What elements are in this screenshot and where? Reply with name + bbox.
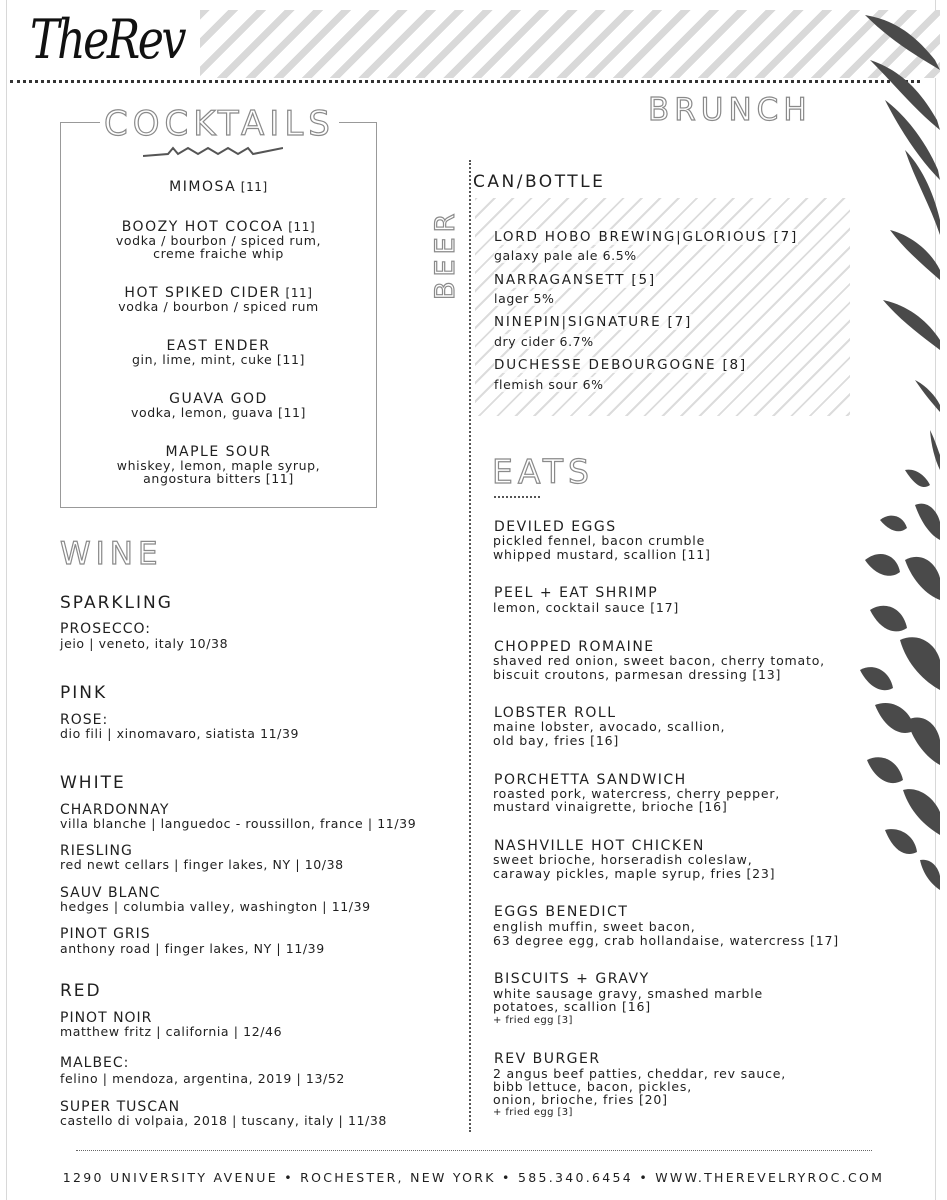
wine-desc: hedges | columbia valley, washington | 11/39 (60, 899, 371, 914)
eats-item-desc: mustard vinaigrette, brioche [16] (493, 799, 728, 814)
eats-item-extra: + fried egg [3] (493, 1015, 573, 1026)
cocktail-name: MIMOSA (169, 179, 237, 195)
column-divider (469, 160, 471, 1132)
eats-title: EATS (492, 452, 594, 491)
wine-desc: red newt cellars | finger lakes, NY | 10/38 (60, 857, 344, 872)
beer-desc: galaxy pale ale 6.5% (494, 248, 637, 263)
eats-item-desc: roasted pork, watercress, cherry pepper, (493, 786, 781, 801)
wine-name: SAUV BLANC (60, 885, 161, 901)
eats-item-desc: english muffin, sweet bacon, (493, 919, 696, 934)
eats-dotted-underline (494, 496, 540, 498)
eats-item-desc: 2 angus beef patties, cheddar, rev sauce, (493, 1066, 787, 1081)
wine-desc: castello di volpaia, 2018 | tuscany, italy | 11/38 (60, 1113, 387, 1128)
beer-name: LORD HOBO BREWING|GLORIOUS [7] (494, 229, 799, 245)
white-heading: WHITE (60, 773, 126, 793)
eats-item-desc: white sausage gravy, smashed marble (493, 986, 763, 1001)
eats-item-extra: + fried egg [3] (493, 1107, 573, 1118)
cocktail-desc: gin, lime, mint, cuke [11] (132, 352, 305, 367)
eats-item-name: PEEL + EAT SHRIMP (494, 585, 659, 601)
cocktail-name: BOOZY HOT COCOA (121, 219, 284, 235)
wine-name: RIESLING (60, 843, 133, 859)
beer-title: BEER (430, 208, 461, 300)
pink-heading: PINK (60, 683, 108, 703)
footer-contact: 1290 UNIVERSITY AVENUE • ROCHESTER, NEW YORK • 585.340.6454 • WWW.THEREVELRYROC.COM (62, 1170, 885, 1185)
cocktail-item (60, 180, 377, 194)
cocktail-item (60, 286, 377, 313)
menu-title: BRUNCH (648, 92, 812, 128)
header-dotted-divider (10, 80, 920, 83)
wine-desc: villa blanche | languedoc - roussillon, france | 11/39 (60, 816, 417, 831)
eats-item-name: DEVILED EGGS (494, 519, 617, 535)
eats-item-name: CHOPPED ROMAINE (494, 639, 655, 655)
wine-desc: anthony road | finger lakes, NY | 11/39 (60, 941, 325, 956)
eats-item-desc: potatoes, scallion [16] (493, 999, 651, 1014)
eats-item-name: NASHVILLE HOT CHICKEN (494, 838, 705, 854)
eats-item-desc: whipped mustard, scallion [11] (493, 547, 711, 562)
footer-dotted-divider (76, 1150, 872, 1151)
beer-desc: flemish sour 6% (494, 377, 604, 392)
wine-name: PINOT NOIR (60, 1010, 153, 1026)
wine-title: WINE (60, 536, 163, 572)
cocktail-name: GUAVA GOD (169, 391, 268, 407)
cocktail-desc: vodka / bourbon / spiced rum, (115, 233, 322, 248)
wine-name: MALBEC: (60, 1055, 130, 1071)
beer-desc: lager 5% (494, 291, 555, 306)
eats-item-desc: 63 degree egg, crab hollandaise, watercress [17] (493, 933, 839, 948)
header-stripes (200, 10, 940, 78)
cocktail-desc: vodka, lemon, guava [11] (130, 405, 307, 420)
beer-name: DUCHESSE DEBOURGOGNE [8] (494, 357, 747, 373)
cocktail-price: [11] (288, 220, 316, 234)
cocktail-item (60, 445, 377, 485)
eats-item-name: PORCHETTA SANDWICH (494, 772, 687, 788)
eats-item-desc: caraway pickles, maple syrup, fries [23] (493, 866, 776, 881)
wine-desc: dio fili | xinomavaro, siatista 11/39 (60, 726, 300, 741)
beer-name: NINEPIN|SIGNATURE [7] (494, 314, 693, 330)
beer-name: NARRAGANSETT [5] (494, 272, 656, 288)
cocktail-item (60, 339, 377, 366)
wine-name: SUPER TUSCAN (60, 1099, 181, 1115)
can-bottle-heading: CAN/BOTTLE (473, 172, 606, 192)
eats-item-desc: shaved red onion, sweet bacon, cherry tomato, (493, 653, 825, 668)
eats-item-desc: bibb lettuce, bacon, pickles, (493, 1079, 692, 1094)
eats-item-desc: maine lobster, avocado, scallion, (493, 719, 726, 734)
plant-decoration (845, 0, 940, 900)
cocktail-price: [11] (285, 286, 313, 300)
cocktail-item (60, 392, 377, 419)
cocktail-price: [11] (240, 180, 268, 194)
eats-item-name: EGGS BENEDICT (494, 904, 629, 920)
cocktail-desc: whiskey, lemon, maple syrup, (116, 458, 321, 473)
logo: TheRev (30, 8, 185, 71)
cocktails-title: COCKTAILS (100, 104, 339, 144)
zigzag-ornament (143, 145, 283, 159)
wine-name: PINOT GRIS (60, 926, 151, 942)
cocktail-item (60, 220, 377, 260)
sparkling-heading: SPARKLING (60, 593, 173, 613)
cocktail-desc: vodka / bourbon / spiced rum (118, 299, 319, 314)
wine-desc: felino | mendoza, argentina, 2019 | 13/52 (60, 1071, 345, 1086)
wine-desc: jeio | veneto, italy 10/38 (60, 636, 229, 651)
eats-item-desc: lemon, cocktail sauce [17] (493, 600, 680, 615)
eats-item-desc: biscuit croutons, parmesan dressing [13] (493, 667, 782, 682)
eats-item-desc: old bay, fries [16] (493, 733, 620, 748)
eats-item-desc: sweet brioche, horseradish coleslaw, (493, 852, 753, 867)
eats-item-name: BISCUITS + GRAVY (494, 971, 650, 987)
wine-name: ROSE: (60, 712, 109, 728)
wine-name: CHARDONNAY (60, 802, 170, 818)
red-heading: RED (60, 981, 102, 1001)
beer-desc: dry cider 6.7% (494, 334, 594, 349)
cocktail-name: EAST ENDER (166, 338, 271, 354)
wine-name: PROSECCO: (60, 621, 151, 637)
eats-item-name: REV BURGER (494, 1051, 601, 1067)
cocktail-desc: angostura bitters [11] (143, 471, 294, 486)
cocktail-desc: creme fraiche whip (153, 246, 284, 261)
eats-item-desc: pickled fennel, bacon crumble (493, 533, 706, 548)
cocktail-name: MAPLE SOUR (165, 444, 272, 460)
eats-item-desc: onion, brioche, fries [20] (493, 1092, 668, 1107)
wine-desc: matthew fritz | california | 12/46 (60, 1024, 283, 1039)
eats-item-name: LOBSTER ROLL (494, 705, 617, 721)
cocktail-name: HOT SPIKED CIDER (124, 285, 281, 301)
